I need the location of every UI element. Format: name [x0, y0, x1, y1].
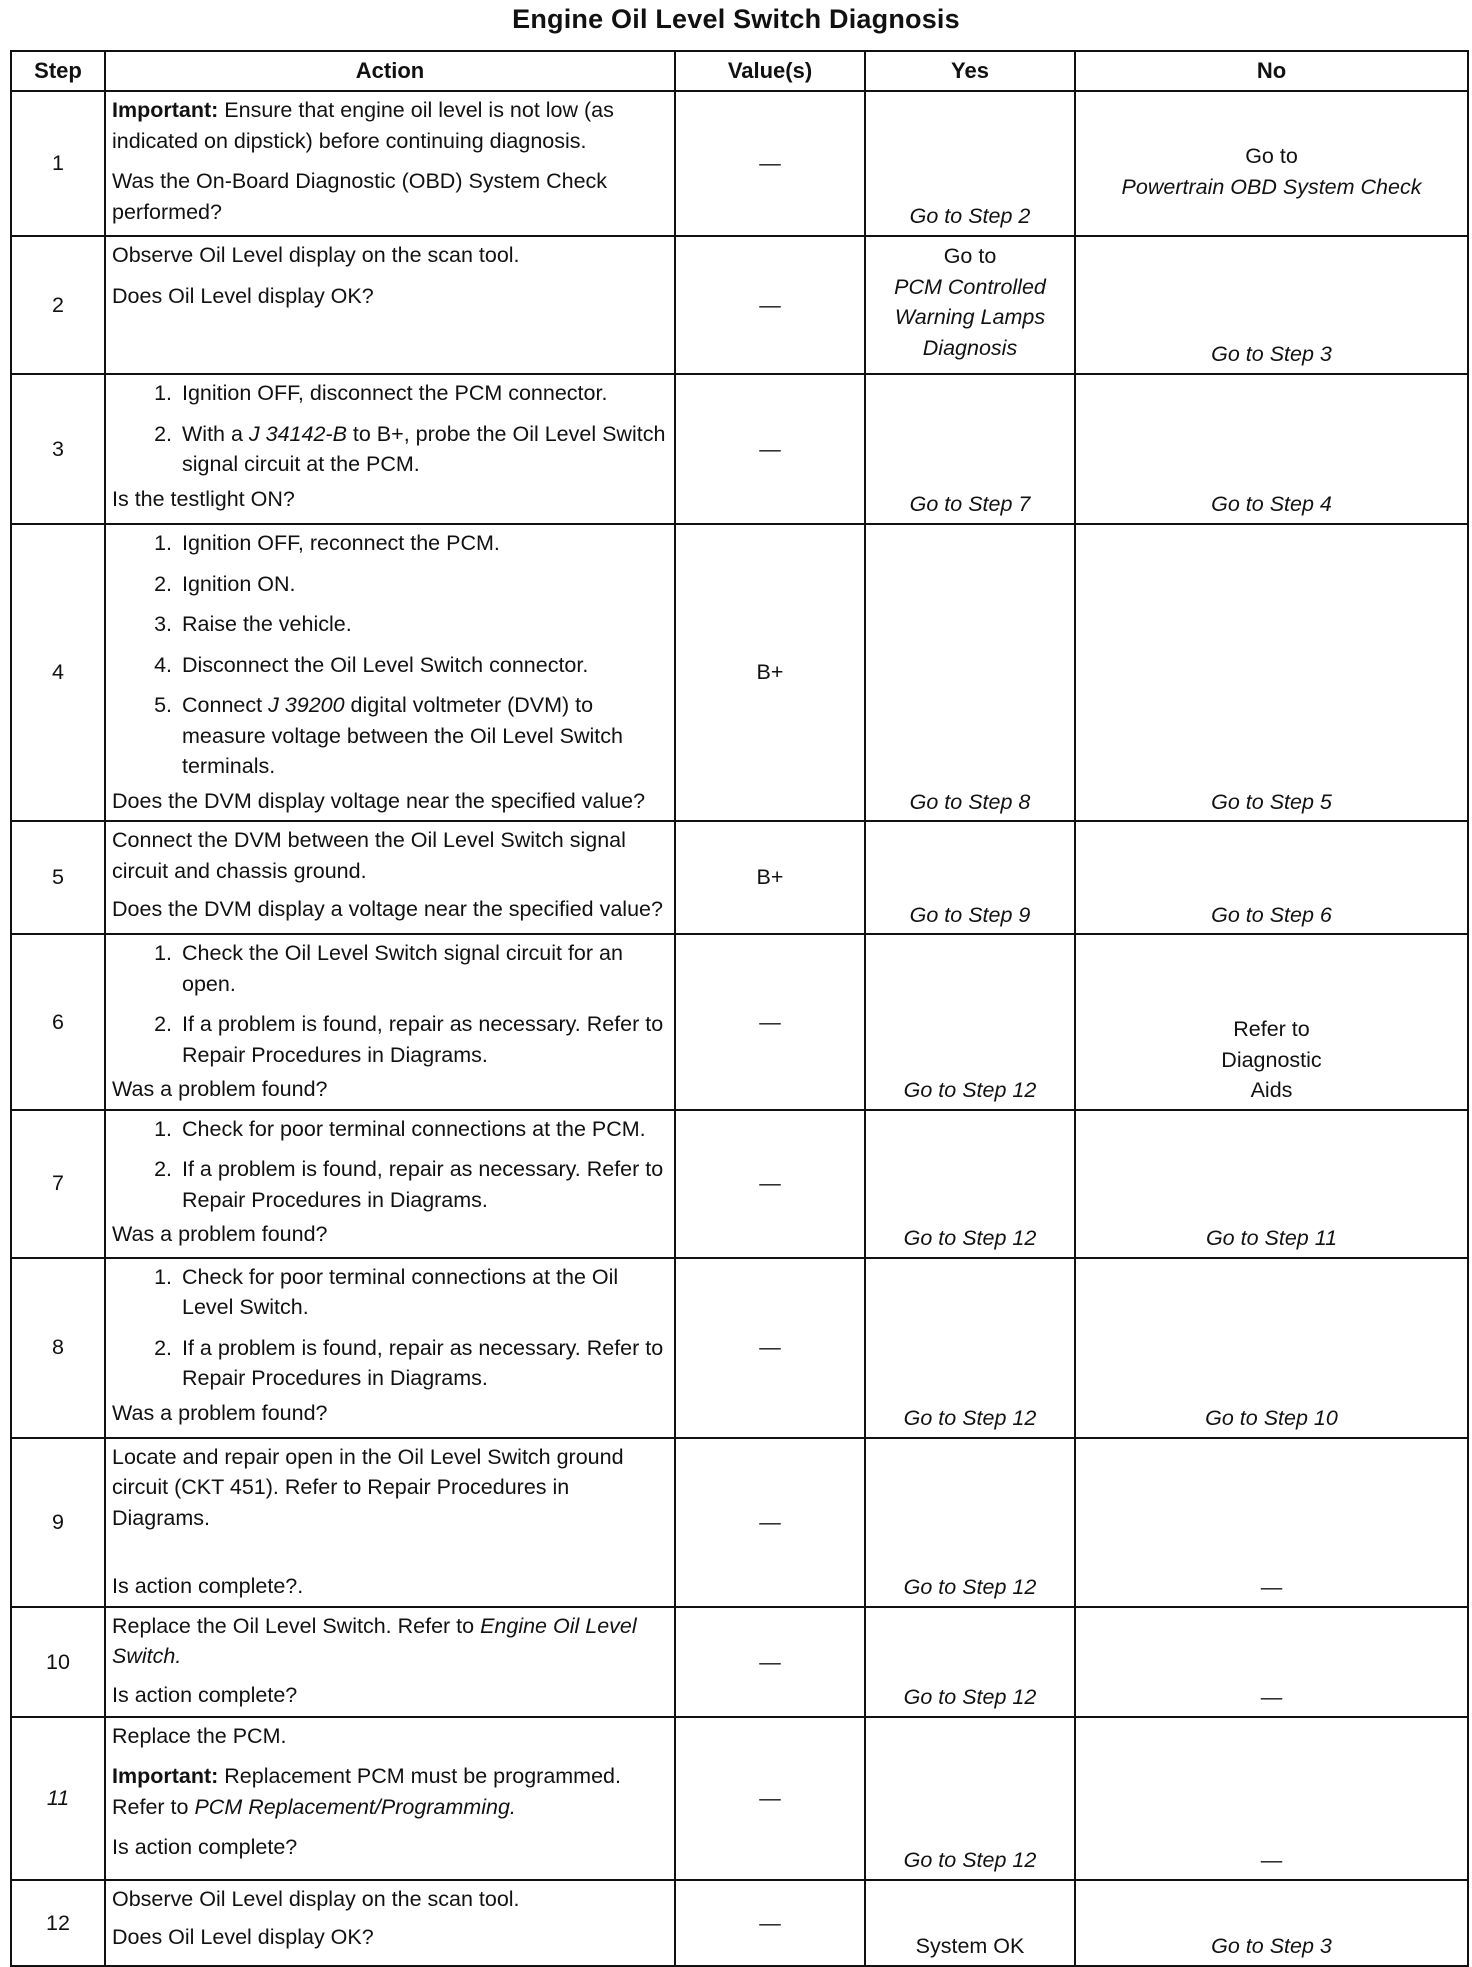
value-cell: —	[675, 236, 865, 374]
important-note: Important: Replacement PCM must be programmed. Refer to PCM Replacement/Programming.	[112, 1764, 621, 1819]
action-cell	[105, 91, 675, 236]
question: Was the On-Board Diagnostic (OBD) System Check performed?	[112, 169, 608, 224]
no-cell: Go to Step 3	[1075, 236, 1468, 374]
question: Does Oil Level display OK?	[112, 283, 374, 308]
yes-cell: System OK	[865, 1880, 1075, 1966]
value-cell: —	[675, 1438, 865, 1607]
step-number: 10	[11, 1607, 105, 1717]
value-cell: —	[675, 1110, 865, 1258]
step-number: 7	[11, 1110, 105, 1258]
header-values: Value(s)	[675, 51, 865, 91]
action-cell	[105, 1110, 675, 1258]
action-cell	[105, 1607, 675, 1717]
page-title: Engine Oil Level Switch Diagnosis	[512, 4, 960, 34]
action-cell	[105, 821, 675, 934]
action-cell	[105, 1258, 675, 1438]
action-cell	[105, 236, 675, 374]
yes-cell: Go to Step 8	[865, 524, 1075, 821]
table-row-step-7	[11, 1110, 1468, 1258]
value-cell: —	[675, 1880, 865, 1966]
no-cell: —	[1075, 1717, 1468, 1880]
header-action: Action	[105, 51, 675, 91]
question: Does the DVM display voltage near the specified value?	[112, 788, 646, 813]
value-cell: —	[675, 1717, 865, 1880]
step-number: 9	[11, 1438, 105, 1607]
no-cell: —	[1075, 1607, 1468, 1717]
table-row-step-8	[11, 1258, 1468, 1438]
no-cell: Go to Step 4	[1075, 374, 1468, 524]
no-cell: Go to Step 10	[1075, 1258, 1468, 1438]
yes-cell: Go to Step 12	[865, 1110, 1075, 1258]
yes-cell: Go to Step 7	[865, 374, 1075, 524]
table-row-step-5	[11, 821, 1468, 934]
list-item: 4. Disconnect the Oil Level Switch connector.	[154, 652, 589, 677]
action-text: Locate and repair open in the Oil Level Switch ground circuit (CKT 451). Refer to Repair Procedures in Diagrams.	[112, 1444, 624, 1530]
table-row-step-6	[11, 934, 1468, 1110]
yes-cell: Go to Step 12	[865, 1438, 1075, 1607]
step-number: 6	[11, 934, 105, 1110]
value-cell: —	[675, 934, 865, 1110]
list-item: 1. Ignition OFF, disconnect the PCM connector.	[154, 381, 608, 405]
table-row-step-12	[11, 1880, 1468, 1966]
no-cell: Go to Step 5	[1075, 524, 1468, 821]
no-cell: Go to Step 3	[1075, 1880, 1468, 1966]
header-no: No	[1075, 51, 1468, 91]
header-step: Step	[11, 51, 105, 91]
value-cell: —	[675, 1607, 865, 1717]
important-note: Important: Ensure that engine oil level is not low (as indicated on dipstick) before continuing diagnosis.	[112, 98, 614, 153]
table-row-step-11	[11, 1717, 1468, 1880]
table-row-step-4	[11, 524, 1468, 821]
action-text: Connect the DVM between the Oil Level Switch signal circuit and chassis ground.	[112, 828, 626, 883]
question: Is action complete?.	[112, 1574, 304, 1599]
list-item: 2. If a problem is found, repair as necessary. Refer to Repair Procedures in Diagrams.	[154, 1012, 664, 1067]
step-list	[112, 378, 666, 480]
question: Is action complete?	[112, 1682, 298, 1707]
step-number: 4	[11, 524, 105, 821]
yes-cell: Go to Step 12	[865, 1717, 1075, 1880]
no-cell: Go to Step 6	[1075, 821, 1468, 934]
no-cell: —	[1075, 1438, 1468, 1607]
yes-cell: Go to Step 12	[865, 1607, 1075, 1717]
value-cell: B+	[675, 821, 865, 934]
step-list	[112, 1262, 666, 1394]
value-cell: —	[675, 91, 865, 236]
table-row-step-9	[11, 1438, 1468, 1607]
step-number: 2	[11, 236, 105, 374]
question: Was a problem found?	[112, 1077, 328, 1102]
step-list	[112, 1114, 666, 1216]
value-cell: B+	[675, 524, 865, 821]
step-number: 12	[11, 1880, 105, 1966]
no-cell: Refer to Diagnostic Aids	[1075, 934, 1468, 1110]
action-cell	[105, 524, 675, 821]
action-text: Observe Oil Level display on the scan tool.	[112, 243, 520, 267]
yes-cell: Go to Step 2	[865, 91, 1075, 236]
list-item: 1. Ignition OFF, reconnect the PCM.	[154, 531, 500, 555]
list-item: 2. Ignition ON.	[154, 571, 296, 596]
table-row-step-1	[11, 91, 1468, 236]
step-number: 8	[11, 1258, 105, 1438]
action-cell	[105, 934, 675, 1110]
value-cell: —	[675, 374, 865, 524]
question: Is the testlight ON?	[112, 486, 295, 511]
yes-cell: Go to Step 12	[865, 934, 1075, 1110]
list-item: 1. Check for poor terminal connections at the Oil Level Switch.	[154, 1264, 619, 1320]
table-row-step-10	[11, 1607, 1468, 1717]
action-text: Observe Oil Level display on the scan tool.	[112, 1886, 520, 1911]
action-cell	[105, 1438, 675, 1607]
action-cell	[105, 1717, 675, 1880]
list-item: 2. With a J 34142-B to B+, probe the Oil Level Switch signal circuit at the PCM.	[154, 421, 666, 477]
table-row-step-3	[11, 374, 1468, 524]
list-item: 5. Connect J 39200 digital voltmeter (DVM) to measure voltage between the Oil Level Switch terminals.	[154, 693, 623, 779]
step-list	[112, 938, 666, 1070]
question: Does the DVM display a voltage near the specified value?	[112, 897, 663, 922]
diagnosis-table	[10, 50, 1469, 1967]
question: Is action complete?	[112, 1835, 298, 1860]
list-item: 1. Check for poor terminal connections at the PCM.	[154, 1116, 646, 1141]
action-text: Replace the PCM.	[112, 1723, 287, 1748]
yes-cell: Go to PCM Controlled Warning Lamps Diagnosis	[865, 236, 1075, 374]
step-number: 3	[11, 374, 105, 524]
header-yes: Yes	[865, 51, 1075, 91]
no-cell: Go to Step 11	[1075, 1110, 1468, 1258]
step-number: 11	[11, 1717, 105, 1880]
action-cell	[105, 374, 675, 524]
step-number: 5	[11, 821, 105, 934]
question: Does Oil Level display OK?	[112, 1925, 374, 1950]
list-item: 2. If a problem is found, repair as necessary. Refer to Repair Procedures in Diagrams.	[154, 1157, 664, 1212]
step-number: 1	[11, 91, 105, 236]
question: Was a problem found?	[112, 1400, 328, 1425]
value-cell: —	[675, 1258, 865, 1438]
question: Was a problem found?	[112, 1222, 328, 1247]
header-row	[11, 51, 1468, 91]
list-item: 1. Check the Oil Level Switch signal circuit for an open.	[154, 941, 623, 996]
list-item: 2. If a problem is found, repair as necessary. Refer to Repair Procedures in Diagrams.	[154, 1335, 664, 1391]
no-cell: Go to Powertrain OBD System Check	[1075, 91, 1468, 236]
step-list	[112, 528, 666, 782]
table-row-step-2	[11, 236, 1468, 374]
list-item: 3. Raise the vehicle.	[154, 612, 352, 637]
yes-cell: Go to Step 9	[865, 821, 1075, 934]
action-cell	[105, 1880, 675, 1966]
yes-cell: Go to Step 12	[865, 1258, 1075, 1438]
action-text: Replace the Oil Level Switch. Refer to Engine Oil Level Switch.	[112, 1613, 637, 1669]
